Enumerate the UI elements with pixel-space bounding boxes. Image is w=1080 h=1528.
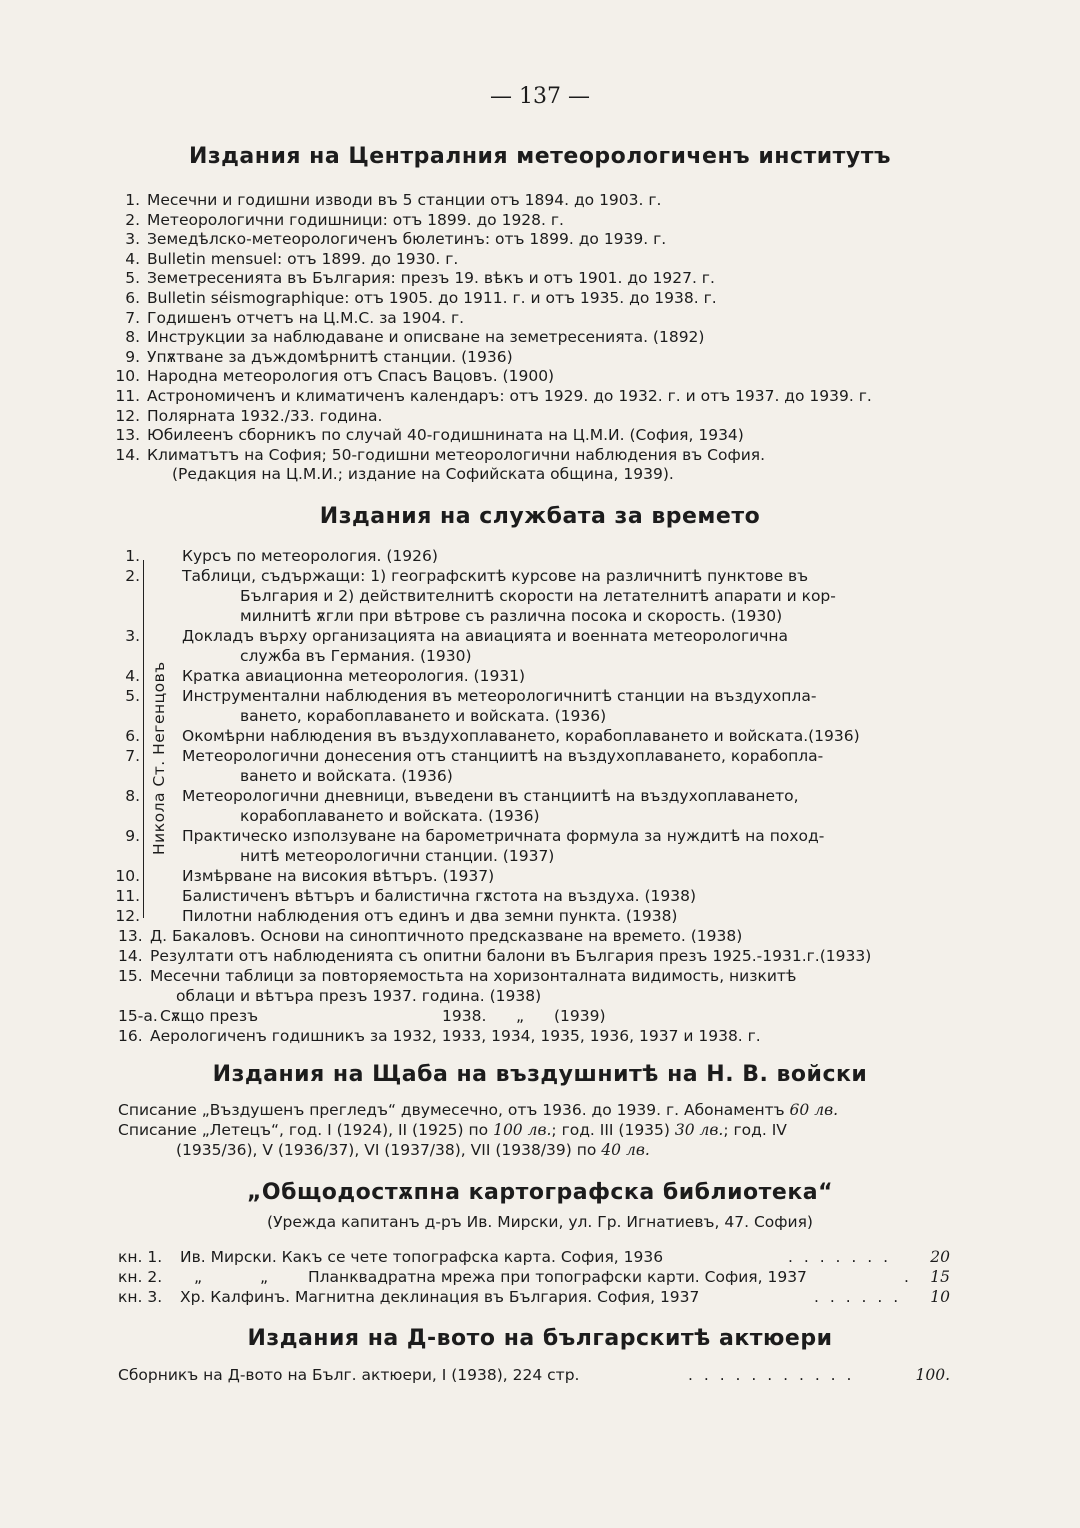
item-number: 7. (125, 747, 140, 765)
item-number: 13. (115, 426, 140, 445)
item-number: 7. (125, 308, 140, 327)
section-title-central-institute: Издания на Централния метеорологиченъ институтъ (188, 144, 892, 169)
item-number: 6. (125, 289, 140, 307)
item-number: 5. (125, 269, 140, 288)
item-number: 14. (118, 947, 143, 965)
item-text: Месечни таблици за повторяемостьта на хоризонталната видимость, низкитѣ (150, 967, 797, 985)
item-text: Земедѣлско-метеорологиченъ бюлетинъ: отъ 1899. до 1939. г. (147, 230, 667, 249)
item-number: 16. (118, 1027, 143, 1045)
item-number: 9. (125, 347, 140, 366)
section-title-air-force-staff: Издания на Щаба на въздушнитѣ на Н. В. войски (212, 1062, 868, 1087)
list-item-continuation: нитѣ метеорологични станции. (1937) (240, 847, 555, 865)
item-text: Таблици, съдържащи: 1) географскитѣ курсове на различнитѣ пунктове въ (182, 567, 809, 585)
item-number: 10. (115, 867, 140, 885)
list-item-continuation: милнитѣ ѫгли при вѣтрове съ различна посока и скорость. (1930) (240, 607, 783, 625)
ditto-mark: „ (194, 1268, 203, 1286)
item-number: 4. (125, 249, 140, 268)
air-force-line-1-price: 60 лв. (789, 1101, 839, 1119)
list-item-continuation: облаци и вѣтъра презъ 1937. година. (1938) (176, 987, 542, 1005)
ditto-mark: „ (516, 1007, 525, 1025)
page-number: — 137 — (490, 84, 590, 109)
item-text: Астрономиченъ и климатиченъ календаръ: отъ 1929. до 1932. г. и отъ 1937. до 1939. г. (147, 387, 872, 405)
actuaries-book-price: 100. (915, 1366, 950, 1384)
item-number: 4. (125, 667, 140, 685)
list-item-continuation: България и 2) действителнитѣ скорости на летателнитѣ апарати и кор- (240, 587, 836, 605)
item-text: Резултати отъ наблюденията съ опитни балони въ България презъ 1925.-1931.г.(1933) (150, 947, 872, 965)
item-text: Измѣрване на високия вѣтъръ. (1937) (182, 867, 495, 885)
item-text: Метеорологични донесения отъ станциитѣ на въздухоплаването, корабопла- (182, 747, 824, 765)
air-force-line-3-price: 40 лв. (601, 1141, 650, 1159)
actuaries-book-title: Сборникъ на Д-вото на Бълг. актюери, I (1938), 224 стр. (118, 1366, 580, 1384)
cartographic-library-subtitle: (Урежда капитанъ д-ръ Ив. Мирски, ул. Гр. Игнатиевъ, 47. София) (267, 1213, 813, 1231)
item-number: 1. (125, 547, 140, 565)
book-title: Ив. Мирски. Какъ се чете топографска карта. София, 1936 (180, 1248, 664, 1266)
book-label: кн. 1. (118, 1248, 163, 1266)
list-item-continuation: (Редакция на Ц.М.И.; издание на Софийската община, 1939). (172, 465, 674, 484)
air-force-line-2 (118, 1120, 787, 1140)
air-force-line-2-price-a: 100 лв. (493, 1121, 552, 1139)
list-item-continuation: ването, корабоплаването и войската. (1936) (240, 707, 607, 725)
item-text: Сѫщо презъ (160, 1007, 259, 1025)
item-text: Докладъ върху организацията на авиацията и военната метеорологична (182, 627, 789, 645)
item-year-paren: (1939) (554, 1007, 606, 1025)
air-force-line-2-part-a: Списание „Летецъ“, год. I (1924), II (1925) по (118, 1121, 489, 1139)
air-force-line-3 (176, 1140, 650, 1160)
item-number: 12. (115, 406, 140, 425)
item-text: Метеорологични годишници: отъ 1899. до 1928. г. (147, 210, 564, 229)
list-item-continuation: служба въ Германия. (1930) (240, 647, 472, 665)
item-number: 1. (125, 191, 140, 209)
item-text: Кратка авиационна метеорология. (1931) (182, 667, 526, 685)
air-force-line-3-part-a: (1935/36), V (1936/37), VI (1937/38), VII (1938/39) по (176, 1141, 597, 1159)
ditto-mark: „ (260, 1268, 269, 1286)
leader-dots: . . . . . . (814, 1288, 902, 1306)
item-number: 10. (115, 367, 140, 386)
section-title-weather-service: Издания на службата за времето (319, 504, 761, 529)
leader-dots: . . . . . . . (788, 1248, 892, 1266)
item-number: 6. (125, 727, 140, 745)
book-price: 10 (930, 1288, 950, 1306)
item-number: 11. (115, 887, 140, 905)
list-item-continuation: корабоплаването и войската. (1936) (240, 807, 540, 825)
air-force-line-1 (118, 1100, 838, 1120)
item-number: 2. (125, 567, 140, 585)
item-number: 9. (125, 827, 140, 845)
item-number: 2. (125, 210, 140, 229)
item-text: Аерологиченъ годишникъ за 1932, 1933, 1934, 1935, 1936, 1937 и 1938. г. (150, 1027, 761, 1045)
item-text: Пилотни наблюдения отъ единъ и два земни пункта. (1938) (182, 907, 678, 925)
item-number: 8. (125, 787, 140, 805)
item-text: Юбилеенъ сборникъ по случай 40-годишнината на Ц.М.И. (София, 1934) (147, 426, 744, 445)
item-year: 1938. (442, 1007, 487, 1025)
item-text: Bulletin séismographique: отъ 1905. до 1911. г. и отъ 1935. до 1938. г. (147, 289, 717, 307)
item-text: Упѫтване за дъждомѣрнитѣ станции. (1936) (147, 347, 513, 366)
book-title: Планквадратна мрежа при топографски карти. София, 1937 (308, 1268, 807, 1286)
item-number: 11. (115, 387, 140, 405)
item-number: 3. (125, 230, 140, 249)
item-number: 13. (118, 927, 143, 945)
book-price: 20 (930, 1248, 950, 1266)
item-number: 12. (115, 907, 140, 925)
item-number: 14. (115, 445, 140, 464)
item-text: Инструментални наблюдения въ метеорологичнитѣ станции на въздухопла- (182, 687, 817, 705)
list-item-continuation: ването и войската. (1936) (240, 767, 453, 785)
section-title-actuaries-society: Издания на Д-вото на българскитѣ актюери (247, 1326, 833, 1351)
leader-dots: . . . . . . . . . . . (688, 1366, 855, 1384)
air-force-line-2-part-c: ; год. III (1935) (551, 1121, 670, 1139)
item-text: Балистиченъ вѣтъръ и балистична гѫстота на въздуха. (1938) (182, 887, 697, 905)
leader-dots: . (904, 1268, 912, 1286)
item-text: Полярната 1932./33. година. (147, 406, 383, 425)
item-text: Земетресенията въ България: презъ 19. вѣкъ и отъ 1901. до 1927. г. (147, 269, 715, 288)
author-name-vertical: Никола Ст. Негенцовъ (150, 661, 168, 855)
item-number: 3. (125, 627, 140, 645)
book-label: кн. 3. (118, 1288, 163, 1306)
item-text: Д. Бакаловъ. Основи на синоптичното предсказване на времето. (1938) (150, 927, 743, 945)
air-force-line-2-part-e: ; год. IV (723, 1121, 787, 1139)
item-text: Месечни и годишни изводи въ 5 станции отъ 1894. до 1903. г. (147, 191, 662, 209)
item-text: Народна метеорология отъ Спасъ Вацовъ. (1900) (147, 367, 555, 386)
item-text: Метеорологични дневници, въведени въ станциитѣ на въздухоплаването, (182, 787, 799, 805)
author-bracket (143, 560, 144, 918)
item-number: 15-а. (118, 1007, 158, 1025)
section-title-cartographic-library: „Общодостѫпна картографска библиотека“ (246, 1180, 834, 1205)
book-title: Хр. Калфинъ. Магнитна деклинация въ България. София, 1937 (180, 1288, 700, 1306)
air-force-line-2-price-b: 30 лв. (674, 1121, 724, 1139)
item-text: Окомѣрни наблюдения въ въздухоплаването, корабоплаването и войската.(1936) (182, 727, 860, 745)
book-price: 15 (930, 1268, 950, 1286)
item-text: Годишенъ отчетъ на Ц.М.С. за 1904. г. (147, 308, 465, 327)
item-text: Bulletin mensuel: отъ 1899. до 1930. г. (147, 249, 459, 268)
air-force-line-1-text: Списание „Въздушенъ прегледъ“ двумесечно, отъ 1936. до 1939. г. Абонаментъ (118, 1101, 785, 1119)
book-label: кн. 2. (118, 1268, 163, 1286)
item-text: Климатътъ на София; 50-годишни метеорологични наблюдения въ София. (147, 445, 766, 464)
item-number: 8. (125, 328, 140, 347)
item-number: 15. (118, 967, 143, 985)
item-number: 5. (125, 687, 140, 705)
item-text: Практическо използуване на барометричната формула за нуждитѣ на поход- (182, 827, 825, 845)
item-text: Инструкции за наблюдаване и описване на земетресенията. (1892) (147, 328, 705, 347)
item-text: Курсъ по метеорология. (1926) (182, 547, 438, 565)
